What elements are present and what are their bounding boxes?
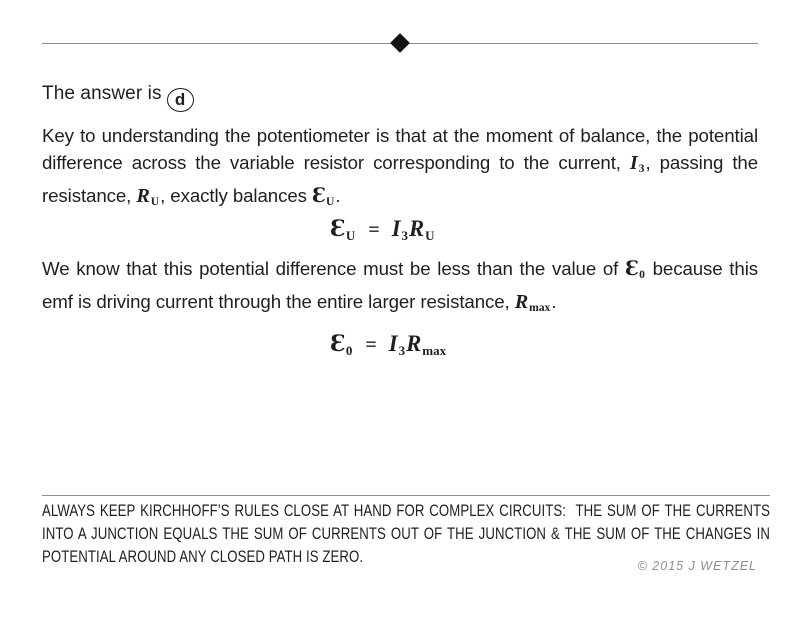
current-subscript: 3 <box>401 227 409 243</box>
current-subscript: 3 <box>638 162 645 176</box>
answer-letter: d <box>174 90 186 109</box>
emf-symbol: Ɛ <box>330 216 346 242</box>
kirchhoff-rules-note: ALWAYS KEEP KIRCHHOFF’S RULES CLOSE AT HAND FOR COMPLEX CIRCUITS: THE SUM OF THE CURRENTS INTO A JUNCTION EQUALS THE SUM OF CURRENTS OUT OF THE JUNCTION & THE SUM OF THE CHANGES IN POTENTIAL AROUND ANY CLOSED PATH IS ZERO. <box>42 502 770 566</box>
equals-sign: = <box>368 219 380 241</box>
resistance-subscript: U <box>425 227 435 243</box>
current-variable: I <box>629 152 638 174</box>
resistance-subscript: max <box>529 301 551 315</box>
resistance-variable: R <box>406 331 422 356</box>
emf-subscript: U <box>345 227 356 243</box>
paragraph2-text: because this emf is driving current through the entire larger resistance, <box>42 258 758 313</box>
equation-emf-u <box>330 214 436 251</box>
resistance-variable: R <box>514 291 529 314</box>
paragraph1-text: , exactly balances <box>160 185 312 207</box>
paragraph-potentiometer-balance <box>42 122 758 215</box>
current-variable: I <box>391 216 401 241</box>
diamond-icon <box>390 33 410 53</box>
paragraph1-text: . <box>335 185 341 207</box>
emf-subscript: 0 <box>345 342 353 358</box>
current-variable: I <box>388 331 398 356</box>
equals-sign: = <box>365 334 377 356</box>
resistance-variable: R <box>136 185 150 208</box>
emf-subscript: U <box>326 195 335 209</box>
paragraph1-text: , passing the resistance, <box>42 152 758 207</box>
emf-symbol: Ɛ <box>311 184 327 208</box>
emf-subscript: 0 <box>639 268 645 282</box>
paragraph1-text: Key to understanding the potentiometer is that at the moment of balance, the potential difference across the variable resistor corresponding to the current, <box>42 125 758 173</box>
answer-badge <box>167 88 194 112</box>
paragraph2-text: We know that this potential difference must be less than the value of <box>42 258 626 279</box>
resistance-subscript: U <box>150 195 160 209</box>
footer-divider-rule <box>42 495 770 496</box>
answer-line <box>42 80 194 112</box>
emf-symbol: Ɛ <box>330 331 346 357</box>
resistance-variable: R <box>409 216 425 241</box>
copyright-text: © 2015 J WETZEL <box>637 559 757 573</box>
paragraph-emf-comparison <box>42 255 758 321</box>
current-subscript: 3 <box>398 342 406 358</box>
paragraph2-text: . <box>551 291 557 313</box>
emf-symbol: Ɛ <box>625 257 640 280</box>
resistance-subscript: max <box>422 342 447 358</box>
equation-emf-0 <box>330 329 447 366</box>
answer-prefix: The answer is <box>42 83 162 104</box>
